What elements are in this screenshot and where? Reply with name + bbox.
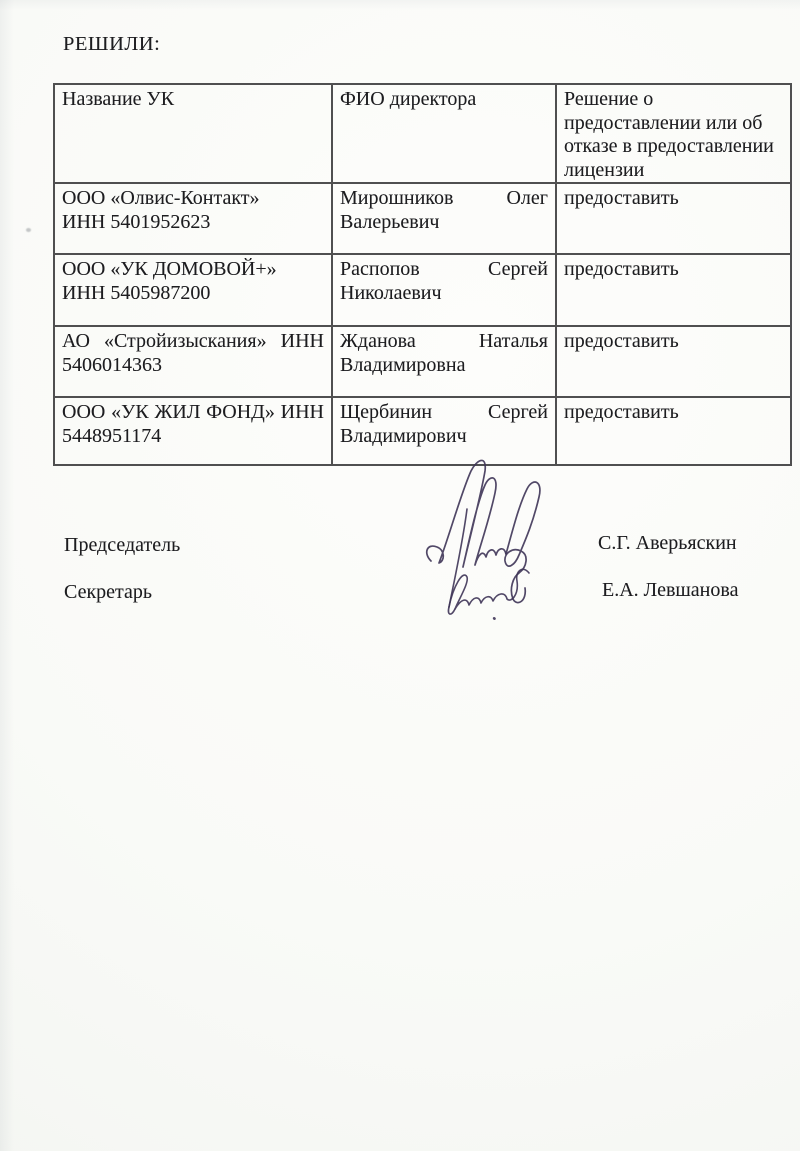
cell-line: Щербинин Сергей	[340, 401, 548, 423]
cell-line: ООО «УК ДОМОВОЙ+»	[62, 258, 277, 280]
cell-line: Жданова Наталья	[340, 330, 548, 352]
scan-speck	[26, 228, 31, 232]
table-cell-2-1	[332, 326, 556, 397]
cell-line: отказе в предоставлении	[564, 135, 774, 157]
cell-line: Название УК	[62, 88, 175, 110]
table-cell-2-2	[556, 326, 791, 397]
cell-line: предоставлении или об	[564, 111, 763, 134]
table-row-0	[54, 183, 791, 254]
decision-heading: РЕШИЛИ:	[63, 33, 161, 55]
cell-line: АО «Стройизыскания» ИНН	[62, 330, 324, 352]
table-cell-1-0	[54, 254, 332, 326]
table-row-1	[54, 254, 791, 326]
secretary-name: Е.А. Левшанова	[602, 579, 739, 601]
table-header-cell-0	[54, 84, 332, 183]
cell-line: ИНН 5405987200	[62, 281, 211, 304]
cell-line: ФИО директора	[340, 88, 477, 110]
cell-line: Валерьевич	[340, 210, 440, 233]
table-cell-2-0	[54, 326, 332, 397]
cell-line: 5448951174	[62, 424, 162, 447]
cell-line: лицензии	[564, 158, 645, 181]
table-header-cell-2	[556, 84, 791, 183]
cell-line: предоставить	[564, 258, 679, 280]
table-cell-0-2	[556, 183, 791, 254]
cell-line: предоставить	[564, 330, 679, 352]
table-header-cell-1	[332, 84, 556, 183]
cell-line: Решение о	[564, 88, 654, 110]
cell-line: Владимирович	[340, 424, 467, 447]
cell-line: 5406014363	[62, 353, 162, 376]
cell-line: Мирошников Олег	[340, 187, 548, 209]
cell-line: предоставить	[564, 187, 679, 209]
table-header-row	[54, 84, 791, 183]
table-cell-1-1	[332, 254, 556, 326]
cell-line: предоставить	[564, 401, 679, 423]
decision-table	[53, 83, 792, 466]
table-cell-0-0	[54, 183, 332, 254]
table-cell-1-2	[556, 254, 791, 326]
secretary-label: Секретарь	[64, 581, 153, 603]
handwritten-signature-icon	[415, 449, 555, 629]
cell-line: Николаевич	[340, 281, 442, 304]
chairman-name: С.Г. Аверьяскин	[598, 532, 737, 554]
table-cell-0-1	[332, 183, 556, 254]
table-row-2	[54, 326, 791, 397]
cell-line: ООО «Олвис-Контакт»	[62, 187, 260, 209]
cell-line: ИНН 5401952623	[62, 210, 211, 233]
chairman-label: Председатель	[64, 534, 181, 556]
table-cell-3-0	[54, 397, 332, 465]
cell-line: Распопов Сергей	[340, 258, 548, 280]
cell-line: ООО «УК ЖИЛ ФОНД» ИНН	[62, 401, 324, 423]
table-cell-3-2	[556, 397, 791, 465]
cell-line: Владимировна	[340, 353, 466, 376]
